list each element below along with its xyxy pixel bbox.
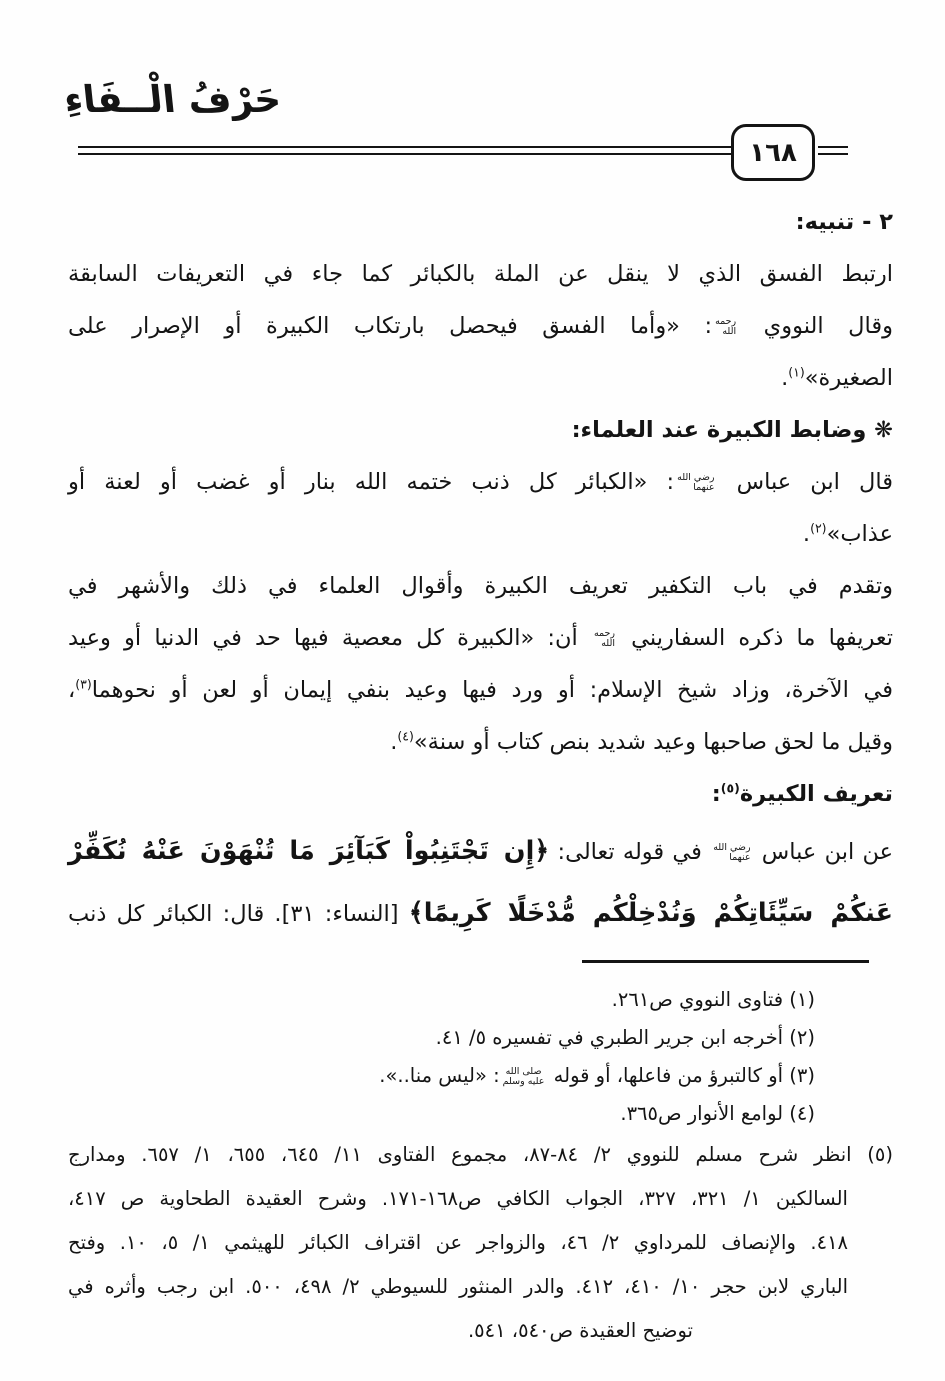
body-line: [68, 612, 893, 664]
text-run: في الآخرة، وزاد شيخ الإسلام: أو ورد فيها وعيد بنفي إيمان أو لعن أو نحوهما: [91, 677, 893, 703]
body-line: [68, 664, 893, 716]
body-line: [68, 820, 893, 882]
text-run: ❋ وضابط الكبيرة عند العلماء:: [571, 417, 893, 443]
quran-text: عَنكُمْ سَيِّئَاتِكُمْ وَنُدْخِلْكُم مُّدْخَلًا كَرِيمًا﴾: [408, 898, 893, 928]
text-run: قال ابن عباس: [717, 469, 894, 495]
text-run: أن: «الكبيرة كل معصية فيها حد في الدنيا أو وعيد: [68, 625, 591, 651]
text-run: السالكين ١/ ٣٢١، ٣٢٧، الجواب الكافي ص١٦٨-١٧١. وشرح العقيدة الطحاوية ص ٤١٧،: [68, 1187, 848, 1210]
text-run: (١) فتاوى النووي ص٢٦١.: [611, 988, 815, 1011]
page-number-box: [731, 124, 815, 181]
text-run: : «وأما الفسق فيحصل بارتكاب الكبيرة أو الإصرار على: [68, 313, 713, 339]
body-line: [68, 768, 893, 820]
footnote-separator: [582, 960, 869, 963]
honorific-seal: رضي الله عنهما: [677, 472, 715, 493]
text-run: (٣) أو كالتبرؤ من فاعلها، أو قوله: [547, 1064, 815, 1087]
text-run: : «ليس منا..».: [379, 1064, 500, 1087]
text-run: : «الكبائر كل ذنب ختمه الله بنار أو غضب أو لعنة أو: [68, 469, 675, 495]
body-line: [68, 196, 893, 248]
body-line: [68, 300, 893, 352]
honorific-seal: رحمه الله: [593, 628, 615, 649]
text-run: .: [781, 365, 789, 391]
body-line: [68, 716, 893, 768]
text-run: (٢) أخرجه ابن جرير الطبري في تفسيره ٥/ ٤١.: [435, 1026, 815, 1049]
text-run: :: [711, 781, 721, 807]
body-line: [68, 404, 893, 456]
body-line: [68, 352, 893, 404]
honorific-seal: صلى الله عليه وسلم: [502, 1066, 545, 1087]
footnote-line: [68, 1177, 848, 1221]
footnote-ref: (٥): [720, 780, 740, 796]
footnote-line: [68, 1095, 815, 1133]
body-line: [68, 882, 893, 944]
quran-text: ﴿إِن تَجْتَنِبُواْ كَبَآئِرَ مَا تُنْهَوْنَ عَنْهُ نُكَفِّرْ: [68, 836, 550, 866]
text-run: عن ابن عباس: [753, 839, 894, 865]
text-run: (٥) انظر شرح مسلم للنووي ٢/ ٨٤-٨٧، مجموع الفتاوى ١١/ ٦٤٥، ٦٥٥، ١/ ٦٥٧. ومدارج: [68, 1143, 893, 1166]
text-run: تعريفها ما ذكره السفاريني: [618, 625, 893, 651]
text-run: تعريف الكبيرة: [739, 781, 893, 807]
text-run: وقيل ما لحق صاحبها وعيد شديد بنص كتاب أو سنة»: [413, 729, 893, 755]
footnote-line: [68, 1057, 815, 1095]
text-run: عذاب»: [826, 521, 893, 547]
text-run: ارتبط الفسق الذي لا ينقل عن الملة بالكبائر كما جاء في التعريفات السابقة: [68, 261, 893, 287]
footnote-line: [68, 1133, 893, 1177]
text-run: وتقدم في باب التكفير تعريف الكبيرة وأقوال العلماء في ذلك والأشهر في: [68, 573, 893, 599]
text-run: ،: [68, 677, 76, 703]
body-line: [68, 560, 893, 612]
text-run: وقال النووي: [739, 313, 893, 339]
text-run: في قوله تعالى:: [549, 839, 711, 865]
text-run: (٤) لوامع الأنوار ص٣٦٥.: [620, 1102, 815, 1125]
footnote-line: [68, 1019, 815, 1057]
body-line: [68, 508, 893, 560]
footnote-line: [68, 1265, 848, 1309]
text-run: ٤١٨. والإنصاف للمرداوي ٢/ ٤٦، والزواجر عن اقتراف الكبائر للهيثمي ١/ ٥، ١٠. وفتح: [68, 1231, 849, 1254]
header-rule-right: [818, 146, 848, 155]
body-line: [68, 248, 893, 300]
text-run: [النساء: ٣١]. قال: الكبائر كل ذنب: [68, 901, 409, 927]
footnotes: [0, 981, 945, 1353]
body-lines: [0, 196, 945, 944]
text-run: ٢ - تنبيه:: [795, 209, 893, 235]
text-run: .: [390, 729, 398, 755]
text-run: الصغيرة»: [804, 365, 893, 391]
chapter-title: حَرْفُ الْــفَاءِ: [61, 78, 284, 121]
page-number: ١٦٨: [749, 137, 797, 168]
footnote-ref: (٢): [810, 520, 827, 536]
text-run: الباري لابن حجر ١٠/ ٤١٠، ٤١٢. والدر المنثور للسيوطي ٢/ ٤٩٨، ٥٠٠. ابن رجب وأثره في: [68, 1275, 848, 1298]
footnote-line: [68, 981, 815, 1019]
body-line: [68, 456, 893, 508]
footnote-line: [68, 1309, 693, 1353]
honorific-seal: رضي الله عنهما: [713, 842, 751, 863]
footnote-ref: (٤): [397, 728, 414, 744]
honorific-seal: رحمه الله: [715, 316, 737, 337]
footnote-ref: (٣): [75, 676, 92, 692]
footnote-line: [68, 1221, 848, 1265]
page-header: [0, 0, 945, 196]
text-run: .: [802, 521, 811, 547]
text-run: توضيح العقيدة ص٥٤٠، ٥٤١.: [467, 1319, 693, 1342]
header-rule-left: [78, 146, 733, 155]
footnote-ref: (١): [788, 364, 805, 380]
